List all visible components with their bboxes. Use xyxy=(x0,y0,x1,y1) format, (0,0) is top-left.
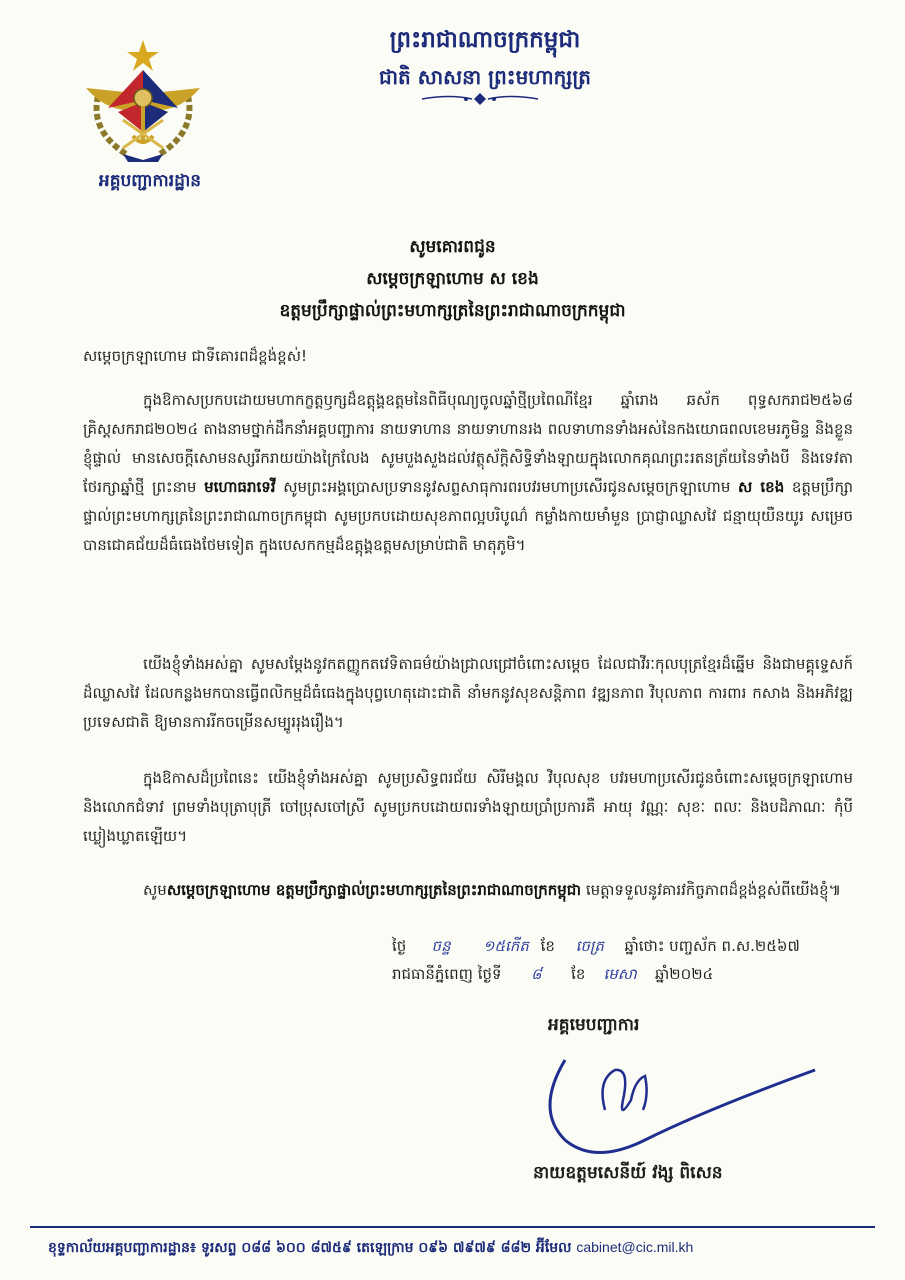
national-motto: ជាតិ សាសនា ព្រះមហាក្សត្រ xyxy=(379,65,591,89)
greeting: សម្តេចក្រឡាហោម ជាទីគោរពដ៏ខ្ពង់ខ្ពស់! xyxy=(83,347,307,365)
kingdom-title: ព្រះរាជាណាចក្រកម្ពុជា xyxy=(389,27,581,53)
solar-day: ៨ xyxy=(530,965,542,983)
p1-bold-recipient: ស ខេង xyxy=(738,478,785,496)
handwritten-signature-icon xyxy=(535,1040,835,1160)
signatory-name: នាយឧត្តមសេនីយ៍ វង្ស ពិសេន xyxy=(533,1163,723,1183)
p4-text-a: សូម xyxy=(143,881,167,899)
p4-text-b: មេត្តាទទួលនូវគារវកិច្ចភាពដ៏ខ្ពង់ខ្ពស់ពីយើងខ្ញុំ៕ xyxy=(581,881,842,899)
solar-date-line: រាជធានីភ្នំពេញ ថ្ងៃទី ៨ ខែ មេសា ឆ្នាំ២០២៤ xyxy=(392,965,713,987)
footer-contact xyxy=(48,1238,878,1259)
footer-contact-text: ខុទ្ទកាល័យអគ្គបញ្ជាការដ្ឋាន៖ ទូរសព្ទ ០៨៨ ៦០០ ៨៧៥៩ តេឡេក្រាម ០៩៦ ៧៩៧៩ ៨៨២ អ៊ីមែល xyxy=(48,1240,572,1256)
lunar-phase: ១៥កើត xyxy=(482,937,529,955)
p1-bold-name: មហោធរាទេវី xyxy=(204,478,276,496)
solar-month: មេសា xyxy=(603,965,637,983)
footer-divider xyxy=(30,1226,875,1228)
department-name: អគ្គបញ្ជាការដ្ឋាន xyxy=(98,171,202,191)
salutation-line-3: ឧត្តមប្រឹក្សាផ្ទាល់ព្រះមហាក្សត្រនៃព្រះរាជាណាចក្រកម្ពុជា xyxy=(279,301,626,321)
p3-text: ក្នុងឱកាសដ៏ប្រពៃនេះ យើងខ្ញុំទាំងអស់គ្នា សូមប្រសិទ្ធពរជ័យ សិរីមង្គល វិបុលសុខ បវរមហាប្រសើរជូនចំពោះសម្តេចក្រឡាហោម និងលោកជំទាវ ព្រមទាំងបុត្រាបុត្រី ចៅប្រុសចៅស្រី សូមប្រកបដោយពរទាំងឡាយប្រាំប្រការគឺ អាយុ វណ្ណៈ សុខៈ ពលៈ និងបដិភាណៈ កុំបីឃ្លៀងឃ្លាតឡើយ។ xyxy=(83,769,853,845)
lunar-date-line: ថ្ងៃ ចន្ទ ១៥កើត ខែ ចេត្រ ឆ្នាំថោះ បញ្ចស័ក ព.ស.២៥៦៧ xyxy=(392,937,800,959)
footer-email: cabinet@cic.mil.kh xyxy=(576,1239,694,1255)
lunar-day: ចន្ទ xyxy=(431,937,451,955)
lunar-month: ចេត្រ xyxy=(575,937,604,955)
p1-text-a: ក្នុងឱកាសប្រកបដោយមហាកក្ខត្តឫក្សដ៏ឧត្តុង្គឧត្តមនៃពិធីបុណ្យចូលឆ្នាំថ្មីប្រពៃណីខ្មែរ ឆ្នាំរោង ឆស័ក ពុទ្ធសករាជ២៥៦៨ គ្រិស្តសករាជ២០២៤ តាងនាមថ្នាក់ដឹកនាំអគ្គបញ្ជាការ នាយទាហាន នាយទាហានរង ពលទាហានទាំងអស់នៃកងយោធពលខេមរភូមិន្ទ និងខ្លួនខ្ញុំផ្ទាល់ មានសេចក្តីសោមនស្សរីករាយយ៉ាងក្រៃលែង សូមបួងសួងដល់វត្ថុស័ក្តិសិទ្ធិទាំងឡាយក្នុងលោកគុណព្រះរតនត្រ័យនៃទាំងបី និងទេវតាថែរក្សាឆ្នាំថ្មី ព្រះនាម xyxy=(83,391,853,496)
p2-text: យើងខ្ញុំទាំងអស់គ្នា សូមសម្តែងនូវកតញ្ញូកតវេទិតាធម៌យ៉ាងជ្រាលជ្រៅចំពោះសម្តេច ដែលជាវីរៈកុលបុត្រខ្មែរដ៏ឆ្នើម និងជាមគ្គុទ្ទេសក៍ដ៏ឈ្លាសវៃ ដែលកន្លងមកបានធ្វើពលិកម្មដ៏ធំធេងក្នុងបុព្វហេតុដោះជាតិ នាំមកនូវសុខសន្តិភាព វឌ្ឍនភាព វិបុលភាព ការពារ កសាង និងអភិវឌ្ឍប្រទេសជាតិ ឱ្យមានការរីកចម្រើនសម្បូររុងរឿង។ xyxy=(83,655,853,731)
p1-text-c: ឧត្តមប្រឹក្សាផ្ទាល់ព្រះមហាក្សត្រនៃព្រះរាជាណាចក្រកម្ពុជា សូមប្រកបដោយសុខភាពល្អបរិបូណ៌ កម្លាំងកាយមាំមួន ប្រាជ្ញាឈ្លាសវៃ ជន្មាយុយឺនយូរ សម្រេចបានជោគជ័យដ៏ធំធេងថែមទៀត ក្នុងបេសកកម្មដ៏ឧត្តុង្គឧត្តមសម្រាប់ជាតិ មាតុភូមិ។ xyxy=(83,478,853,554)
p1-text-b: សូមព្រះអង្គប្រោសប្រទាននូវសព្ទសាធុការពរបវរមហាប្រសើរជូនសម្តេចក្រឡាហោម xyxy=(275,478,739,496)
paragraph-3 xyxy=(83,764,853,851)
signatory-title: អគ្គមេបញ្ជាការ xyxy=(548,1015,640,1035)
paragraph-1 xyxy=(83,386,853,560)
military-emblem-icon xyxy=(78,36,208,164)
salutation-line-2: សម្តេចក្រឡាហោម ស ខេង xyxy=(366,269,539,289)
paragraph-4 xyxy=(83,876,853,905)
paragraph-2 xyxy=(83,650,853,737)
ornament-divider-icon xyxy=(420,92,540,106)
p4-bold: សម្តេចក្រឡាហោម ឧត្តមប្រឹក្សាផ្ទាល់ព្រះមហាក្សត្រនៃព្រះរាជាណាចក្រកម្ពុជា xyxy=(166,881,582,899)
salutation-line-1: សូមគោរពជូន xyxy=(409,237,496,257)
